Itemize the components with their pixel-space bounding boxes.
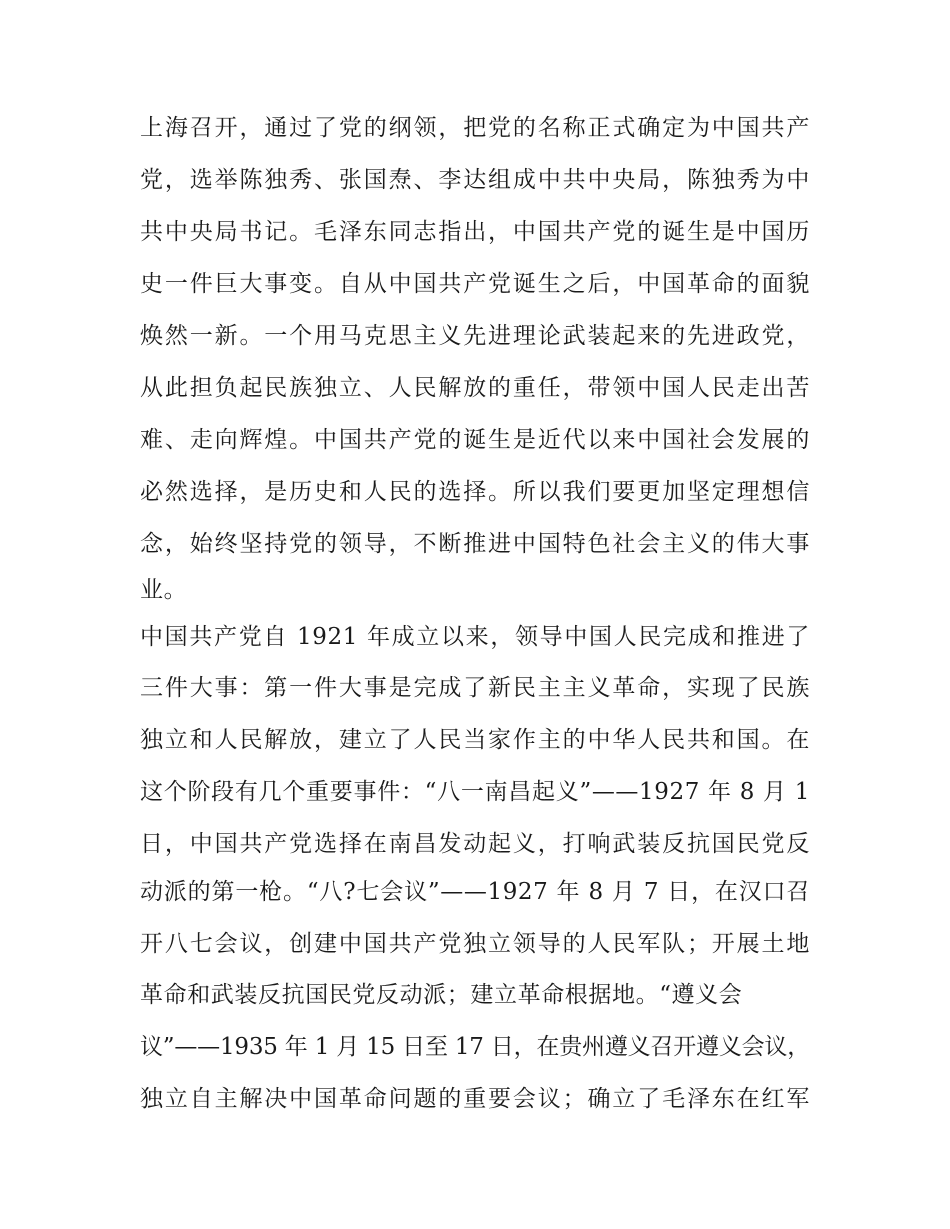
text-line-13: 独立和人民解放，建立了人民当家作主的中华人民共和国。在	[140, 727, 810, 753]
text-line-4: 史一件巨大事变。自从中国共产党诞生之后，中国革命的面貌	[140, 271, 810, 297]
text-line-18: 革命和武装反抗国民党反动派；建立革命根据地。“遵义会	[140, 982, 743, 1008]
text-line-19: 议”——1935 年 1 月 15 日至 17 日，在贵州遵义召开遵义会议，	[140, 1034, 811, 1060]
text-line-12: 三件大事：第一件大事是完成了新民主主义革命，实现了民族	[140, 675, 810, 701]
text-line-2: 党，选举陈独秀、张国焘、李达组成中共中央局，陈独秀为中	[140, 167, 810, 193]
text-line-11: 中国共产党自 1921 年成立以来，领导中国人民完成和推进了	[140, 624, 810, 650]
text-line-20: 独立自主解决中国革命问题的重要会议；确立了毛泽东在红军	[140, 1086, 810, 1112]
text-line-17: 开八七会议，创建中国共产党独立领导的人民军队；开展土地	[140, 931, 810, 957]
text-line-16: 动派的第一枪。“八?七会议”——1927 年 8 月 7 日，在汉口召	[140, 879, 810, 905]
text-line-3: 共中央局书记。毛泽东同志指出，中国共产党的诞生是中国历	[140, 219, 810, 245]
text-line-8: 必然选择，是历史和人民的选择。所以我们要更加坚定理想信	[140, 479, 810, 505]
text-line-7: 难、走向辉煌。中国共产党的诞生是近代以来中国社会发展的	[140, 427, 810, 453]
text-line-15: 日，中国共产党选择在南昌发动起义，打响武装反抗国民党反	[140, 831, 810, 857]
text-line-9: 念，始终坚持党的领导，不断推进中国特色社会主义的伟大事	[140, 531, 810, 557]
text-line-10: 业。	[140, 577, 188, 603]
text-line-1: 上海召开，通过了党的纲领，把党的名称正式确定为中国共产	[140, 115, 810, 141]
text-line-5: 焕然一新。一个用马克思主义先进理论武装起来的先进政党，	[140, 323, 810, 349]
text-line-14: 这个阶段有几个重要事件：“八一南昌起义”——1927 年 8 月 1	[140, 779, 810, 805]
text-line-6: 从此担负起民族独立、人民解放的重任，带领中国人民走出苦	[140, 375, 810, 401]
